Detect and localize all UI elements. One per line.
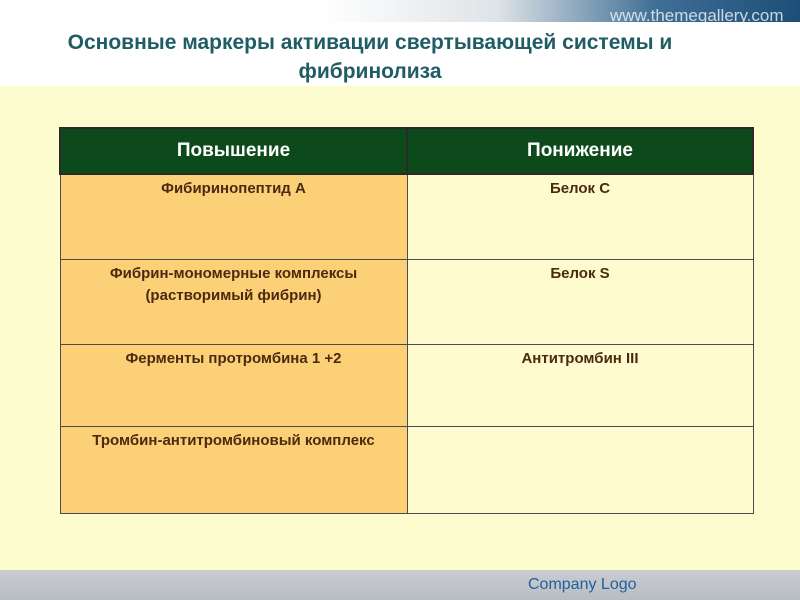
slide-title: Основные маркеры активации свертывающей системы и фибринолиза <box>67 31 673 83</box>
cell-increase: Ферменты протромбина 1 +2 <box>60 344 407 426</box>
cell-decrease: Белок S <box>407 259 753 344</box>
cell-increase: Фибрин-мономерные комплексы (растворимый фибрин) <box>60 259 407 344</box>
table-row <box>60 426 753 513</box>
cell-increase: Фибиринопептид А <box>60 174 407 259</box>
cell-decrease: Белок С <box>407 174 753 259</box>
column-header-increase: Повышение <box>60 128 407 174</box>
column-header-decrease: Понижение <box>407 128 753 174</box>
cell-decrease: Антитромбин III <box>407 344 753 426</box>
company-logo: Company Logo <box>528 576 637 593</box>
table-row <box>60 259 753 344</box>
footer-bar <box>0 570 800 600</box>
markers-table <box>59 127 754 514</box>
cell-decrease <box>407 426 753 513</box>
website-watermark: www.themegallery.com <box>610 6 784 25</box>
cell-increase: Тромбин-антитромбиновый комплекс <box>60 426 407 513</box>
table-row <box>60 174 753 259</box>
table-header-row <box>60 128 753 174</box>
table-row <box>60 344 753 426</box>
